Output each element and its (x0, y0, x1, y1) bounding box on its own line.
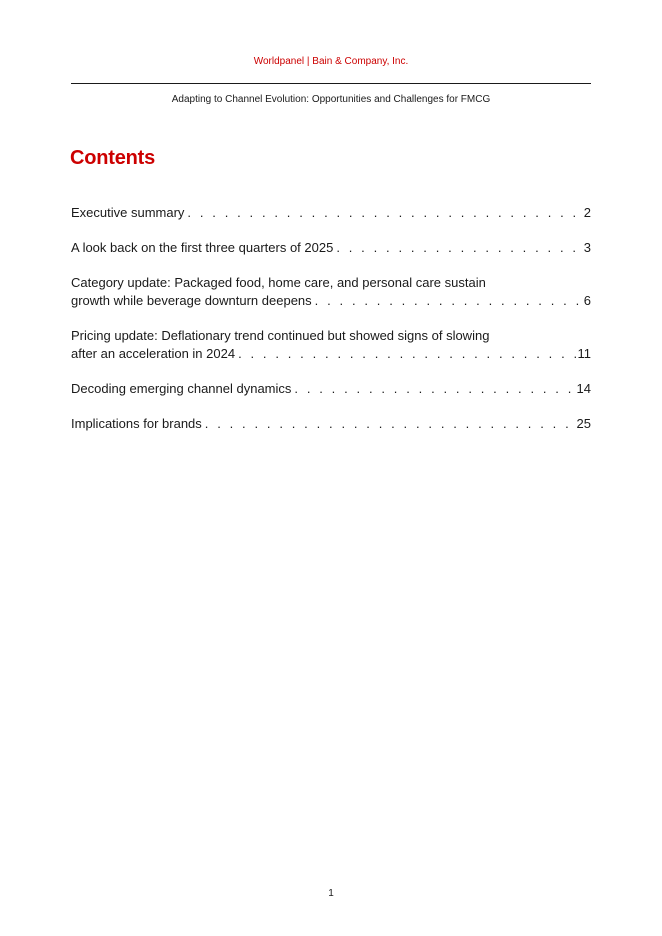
toc-leader-dots (238, 345, 575, 363)
toc-page-number[interactable]: 3 (583, 240, 591, 255)
toc-entry-category-update[interactable] (71, 274, 591, 310)
toc-page-number[interactable]: 14 (576, 381, 591, 396)
toc-entry-title-line-2[interactable]: growth while beverage downturn deepens (71, 293, 312, 308)
toc-page-number[interactable]: 11 (577, 346, 591, 361)
header-divider (71, 83, 591, 84)
toc-leader-dots (205, 415, 575, 433)
toc-entry-title-line-1[interactable]: Pricing update: Deflationary trend continued but showed signs of slowing (71, 328, 490, 343)
toc-entry-implications[interactable] (71, 415, 591, 433)
toc-leader-dots (315, 292, 582, 310)
contents-heading: Contents (70, 147, 156, 169)
page-number: 1 (328, 888, 334, 899)
toc-leader-dots (294, 380, 574, 398)
toc-entry-title-line-2[interactable]: after an acceleration in 2024 (71, 346, 236, 361)
toc-page-number[interactable]: 2 (583, 205, 591, 220)
toc-entry-title[interactable]: Decoding emerging channel dynamics (71, 381, 292, 396)
toc-entry-executive-summary[interactable] (71, 204, 591, 222)
toc-entry-title[interactable]: Executive summary (71, 205, 185, 220)
toc-entry-channel-dynamics[interactable] (71, 380, 591, 398)
toc-entry-pricing-update[interactable] (71, 327, 591, 363)
toc-entry-title[interactable]: A look back on the first three quarters of 2025 (71, 240, 334, 255)
toc-leader-dots (187, 204, 581, 222)
header-brand: Worldpanel | Bain & Company, Inc. (253, 56, 409, 67)
toc-entry-title-line-1[interactable]: Category update: Packaged food, home care, and personal care sustain (71, 275, 486, 290)
toc-entry-look-back[interactable] (71, 239, 591, 257)
toc-page-number[interactable]: 25 (576, 416, 591, 431)
toc-entry-title[interactable]: Implications for brands (71, 416, 202, 431)
toc-leader-dots (336, 239, 581, 257)
report-title: Adapting to Channel Evolution: Opportunities and Challenges for FMCG (171, 94, 491, 105)
toc-page-number[interactable]: 6 (583, 293, 591, 308)
